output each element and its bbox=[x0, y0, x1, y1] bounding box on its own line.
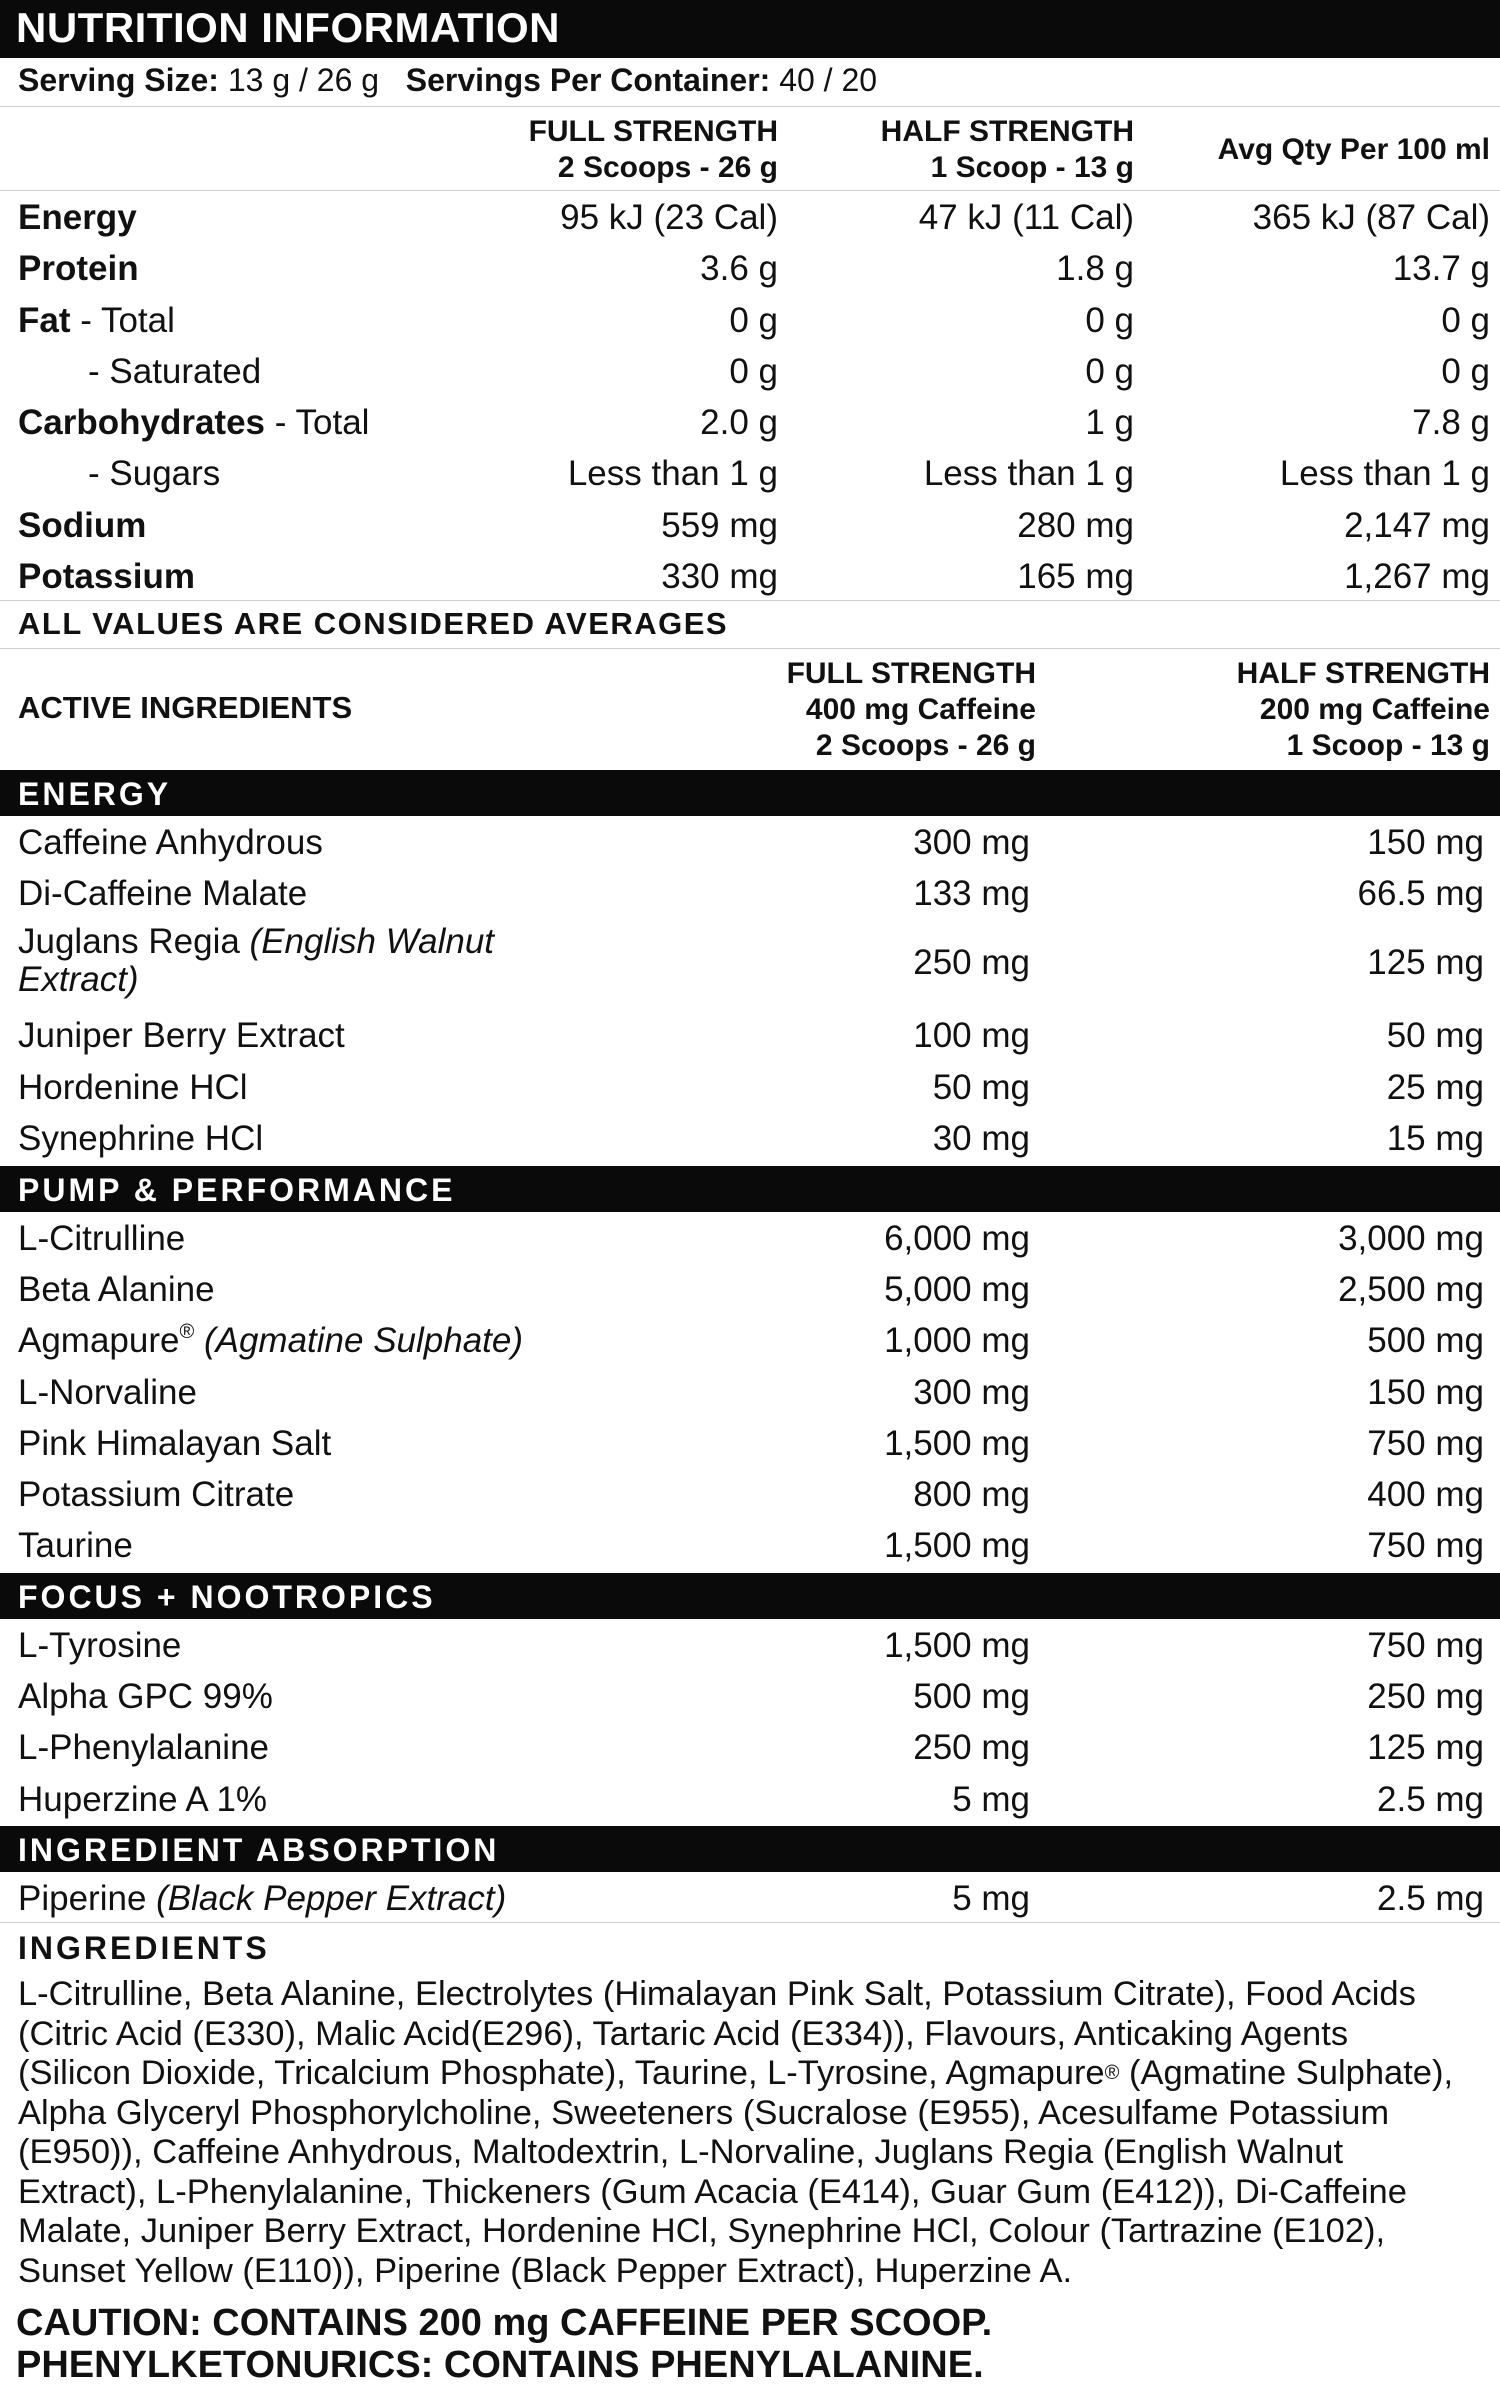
nutrient-name: Energy bbox=[18, 198, 137, 237]
section-header-absorption bbox=[0, 1826, 1500, 1872]
ingredient-label bbox=[18, 1475, 294, 1515]
ingredient-label bbox=[18, 1728, 269, 1768]
half-strength-amount: 50 mg bbox=[1386, 1016, 1484, 1056]
section-header-energy bbox=[0, 770, 1500, 816]
ingredient-label bbox=[18, 874, 307, 914]
ingredient-name: Agmapure bbox=[18, 1321, 180, 1361]
divider bbox=[0, 106, 1500, 107]
ingredient-name: Synephrine HCl bbox=[18, 1118, 264, 1158]
full-strength-value: 3.6 g bbox=[700, 249, 778, 289]
header-full-strength bbox=[529, 114, 778, 186]
full-strength-value: 330 mg bbox=[661, 556, 778, 596]
nutrient-label bbox=[18, 249, 139, 289]
ingredient-label bbox=[18, 1780, 267, 1820]
ingredient-row bbox=[0, 1520, 1500, 1571]
active-half-line3: 1 Scoop - 13 g bbox=[1286, 729, 1490, 762]
ingredients-text bbox=[18, 1975, 1458, 2291]
ingredients-title: INGREDIENTS bbox=[18, 1930, 270, 1966]
ingredient-row bbox=[0, 1113, 1500, 1164]
nutrition-row bbox=[0, 500, 1500, 551]
ingredient-row bbox=[0, 1367, 1500, 1418]
full-strength-value: 559 mg bbox=[661, 505, 778, 545]
ingredient-note: (Black Pepper Extract) bbox=[156, 1879, 507, 1918]
ingredient-name: Potassium Citrate bbox=[18, 1475, 295, 1514]
half-strength-amount: 2.5 mg bbox=[1377, 1779, 1484, 1819]
ingredient-row bbox=[0, 1264, 1500, 1315]
section-title: PUMP & PERFORMANCE bbox=[18, 1172, 456, 1208]
ingredient-name: L-Phenylalanine bbox=[18, 1728, 270, 1768]
nutrient-label bbox=[18, 506, 146, 546]
active-header-full bbox=[787, 656, 1036, 764]
caution-line2: PHENYLKETONURICS: CONTAINS PHENYLALANINE. bbox=[16, 2344, 984, 2386]
full-strength-value: 2.0 g bbox=[700, 403, 778, 442]
full-strength-amount: 1,500 mg bbox=[884, 1423, 1030, 1463]
half-strength-value: 0 g bbox=[1085, 351, 1134, 391]
per-100ml-value: 13.7 g bbox=[1392, 249, 1490, 289]
full-strength-amount: 250 mg bbox=[913, 943, 1030, 983]
ingredient-name: L-Norvaline bbox=[18, 1372, 197, 1412]
half-strength-amount: 25 mg bbox=[1386, 1067, 1484, 1107]
nutrition-row bbox=[0, 551, 1500, 602]
ingredient-row bbox=[0, 1873, 1500, 1924]
full-strength-amount: 133 mg bbox=[913, 874, 1030, 914]
nutrient-label bbox=[18, 352, 261, 392]
ingredient-row bbox=[0, 868, 1500, 919]
nutrition-row bbox=[0, 346, 1500, 397]
divider bbox=[0, 600, 1500, 601]
nutrient-label bbox=[18, 198, 137, 238]
ingredient-label bbox=[18, 1068, 248, 1108]
ingredient-name: Huperzine A 1% bbox=[18, 1779, 268, 1819]
ingredient-note: (English Walnut Extract) bbox=[18, 922, 495, 1000]
caution-line1: CAUTION: CONTAINS 200 mg CAFFEINE PER SCOOP. bbox=[16, 2302, 993, 2344]
title-bar bbox=[0, 0, 1500, 58]
ingredient-label bbox=[18, 1677, 273, 1717]
header-half-strength bbox=[881, 114, 1134, 186]
divider bbox=[0, 648, 1500, 649]
ingredient-label bbox=[18, 1879, 506, 1919]
ingredient-name: Piperine bbox=[18, 1879, 157, 1918]
ingredients-text-part2: (Agmatine Sulphate), Alpha Glyceryl Phosphorylcholine, Sweeteners (Sucralose (E955), Acesulfame Potassium (E950)), Caffeine Anhydrous, Maltodextrin, L-Norvaline, Juglans Regia (English Walnut Extract), L-Phenylalanine, Thickeners (Gum Acacia (E414), Guar Gum (E412)), Di-Caffeine Malate, Juniper Berry Extract, Hordenine HCl, Synephrine HCl, Colour (Tartrazine (E102), Sunset Yellow (E110)), Piperine (Black Pepper Extract), Huperzine A. bbox=[18, 2054, 1454, 2290]
half-strength-amount: 2,500 mg bbox=[1338, 1270, 1484, 1310]
section-title: FOCUS + NOOTROPICS bbox=[18, 1579, 436, 1615]
full-strength-amount: 50 mg bbox=[932, 1067, 1030, 1107]
ingredient-name: Pink Himalayan Salt bbox=[18, 1423, 332, 1463]
per-100ml-value: Less than 1 g bbox=[1279, 454, 1490, 494]
ingredient-row bbox=[0, 1062, 1500, 1113]
ingredient-label bbox=[18, 1424, 331, 1464]
half-strength-value: 47 kJ (11 Cal) bbox=[918, 198, 1134, 237]
ingredient-name: Di-Caffeine Malate bbox=[18, 874, 308, 914]
full-strength-amount: 800 mg bbox=[913, 1475, 1030, 1514]
half-strength-value: Less than 1 g bbox=[923, 454, 1134, 494]
half-strength-amount: 150 mg bbox=[1367, 1372, 1484, 1412]
half-strength-value: 1 g bbox=[1085, 403, 1134, 442]
ingredient-name: Taurine bbox=[18, 1526, 133, 1566]
section-title: ENERGY bbox=[18, 776, 172, 812]
header-full-line2: 2 Scoops - 26 g bbox=[557, 151, 778, 184]
nutrient-name: Potassium bbox=[18, 556, 195, 596]
active-header-half bbox=[1237, 656, 1490, 764]
half-strength-amount: 150 mg bbox=[1367, 823, 1484, 862]
header-per-100ml bbox=[1218, 132, 1490, 168]
nutrient-label bbox=[18, 454, 220, 494]
active-full-line3: 2 Scoops - 26 g bbox=[815, 729, 1036, 762]
half-strength-value: 1.8 g bbox=[1056, 249, 1134, 289]
ingredient-name: Beta Alanine bbox=[18, 1270, 215, 1310]
full-strength-value: Less than 1 g bbox=[567, 454, 778, 494]
full-strength-amount: 5 mg bbox=[952, 1879, 1030, 1918]
nutrition-row bbox=[0, 243, 1500, 294]
ingredient-label bbox=[18, 1626, 181, 1666]
ingredient-name: Alpha GPC 99% bbox=[18, 1677, 273, 1717]
ingredient-label bbox=[18, 823, 323, 863]
ingredient-label bbox=[18, 1016, 345, 1056]
registered-mark: ® bbox=[179, 1321, 195, 1344]
nutrient-qualifier: - Sugars bbox=[88, 454, 221, 494]
nutrition-row bbox=[0, 192, 1500, 243]
half-strength-value: 280 mg bbox=[1017, 505, 1134, 545]
full-strength-amount: 5 mg bbox=[952, 1779, 1030, 1819]
header-half-line2: 1 Scoop - 13 g bbox=[930, 151, 1134, 184]
nutrient-qualifier: - Saturated bbox=[88, 351, 262, 391]
ingredient-label bbox=[18, 1119, 263, 1159]
full-strength-amount: 100 mg bbox=[913, 1016, 1030, 1056]
servings-per-container-value: 40 / 20 bbox=[779, 62, 878, 98]
ingredient-row bbox=[0, 919, 1500, 1009]
registered-mark: ® bbox=[1104, 2062, 1120, 2084]
nutrient-label bbox=[18, 403, 369, 443]
half-strength-value: 0 g bbox=[1085, 300, 1134, 340]
active-half-line2: 200 mg Caffeine bbox=[1259, 693, 1490, 726]
ingredient-label bbox=[18, 1270, 215, 1310]
nutrition-row bbox=[0, 397, 1500, 448]
ingredient-row bbox=[0, 1315, 1500, 1366]
ingredient-row bbox=[0, 1418, 1500, 1469]
ingredient-label bbox=[18, 1373, 197, 1413]
nutrient-label bbox=[18, 557, 195, 597]
header-full-line1: FULL STRENGTH bbox=[528, 115, 778, 148]
half-strength-amount: 125 mg bbox=[1367, 1728, 1484, 1768]
servings-per-container-label: Servings Per Container: bbox=[405, 62, 771, 98]
half-strength-amount: 66.5 mg bbox=[1357, 874, 1484, 914]
full-strength-amount: 30 mg bbox=[932, 1118, 1030, 1158]
section-header-focus bbox=[0, 1573, 1500, 1619]
caution-statement bbox=[16, 2302, 1486, 2386]
header-per-100ml-label: Avg Qty Per 100 ml bbox=[1217, 133, 1490, 166]
averages-note: ALL VALUES ARE CONSIDERED AVERAGES bbox=[18, 606, 729, 641]
half-strength-amount: 750 mg bbox=[1367, 1526, 1484, 1566]
label-title: NUTRITION INFORMATION bbox=[16, 4, 560, 51]
half-strength-amount: 125 mg bbox=[1367, 943, 1484, 983]
nutrient-name: Sodium bbox=[18, 505, 147, 545]
nutrient-name: Carbohydrates bbox=[18, 403, 266, 442]
half-strength-amount: 15 mg bbox=[1386, 1118, 1484, 1158]
serving-info bbox=[18, 62, 877, 99]
full-strength-amount: 5,000 mg bbox=[884, 1270, 1030, 1310]
ingredient-name: Juniper Berry Extract bbox=[18, 1016, 345, 1056]
per-100ml-value: 1,267 mg bbox=[1344, 556, 1490, 596]
half-strength-value: 165 mg bbox=[1017, 556, 1134, 596]
per-100ml-value: 0 g bbox=[1441, 300, 1490, 340]
serving-size-value: 13 g / 26 g bbox=[227, 62, 380, 98]
ingredient-label bbox=[18, 1526, 133, 1566]
ingredient-row bbox=[0, 1213, 1500, 1264]
section-header-pump bbox=[0, 1166, 1500, 1212]
ingredient-row bbox=[0, 1469, 1500, 1520]
ingredient-label bbox=[18, 1321, 523, 1361]
ingredient-name: L-Citrulline bbox=[18, 1219, 186, 1258]
ingredient-row bbox=[0, 1722, 1500, 1773]
ingredients-text-part1: L-Citrulline, Beta Alanine, Electrolytes (Himalayan Pink Salt, Potassium Citrate), Food Acids (Citric Acid (E330), Malic Acid(E296), Tartaric Acid (E334)), Flavours, Anticaking Agents (Silicon Dioxide, Tricalcium Phosphate), Taurine, L-Tyrosine, Agmapure bbox=[18, 1975, 1416, 2092]
full-strength-amount: 1,500 mg bbox=[884, 1526, 1030, 1566]
full-strength-amount: 1,000 mg bbox=[884, 1321, 1030, 1361]
full-strength-amount: 250 mg bbox=[913, 1728, 1030, 1768]
per-100ml-value: 365 kJ (87 Cal) bbox=[1252, 198, 1490, 237]
ingredient-note: (Agmatine Sulphate) bbox=[194, 1321, 524, 1361]
per-100ml-value: 2,147 mg bbox=[1344, 505, 1490, 545]
nutrient-name: Protein bbox=[18, 249, 139, 289]
full-strength-amount: 6,000 mg bbox=[884, 1219, 1030, 1258]
ingredient-name: L-Tyrosine bbox=[18, 1626, 182, 1665]
nutrient-label bbox=[18, 301, 175, 341]
half-strength-amount: 3,000 mg bbox=[1338, 1219, 1484, 1258]
ingredient-name: Hordenine HCl bbox=[18, 1067, 248, 1107]
ingredient-name: Juglans Regia bbox=[18, 922, 250, 962]
divider bbox=[0, 1922, 1500, 1923]
full-strength-value: 95 kJ (23 Cal) bbox=[560, 198, 778, 237]
full-strength-amount: 1,500 mg bbox=[884, 1626, 1030, 1665]
half-strength-amount: 750 mg bbox=[1367, 1423, 1484, 1463]
ingredient-row bbox=[0, 1671, 1500, 1722]
ingredient-label bbox=[18, 923, 578, 999]
active-half-line1: HALF STRENGTH bbox=[1236, 657, 1490, 690]
half-strength-amount: 750 mg bbox=[1367, 1626, 1484, 1665]
nutrient-qualifier: - Total bbox=[70, 300, 175, 340]
serving-size-label: Serving Size: bbox=[18, 62, 219, 98]
active-full-line2: 400 mg Caffeine bbox=[805, 693, 1036, 726]
full-strength-value: 0 g bbox=[729, 300, 778, 340]
ingredient-label bbox=[18, 1219, 185, 1259]
header-half-line1: HALF STRENGTH bbox=[880, 115, 1134, 148]
ingredient-row bbox=[0, 1010, 1500, 1061]
active-ingredients-title: ACTIVE INGREDIENTS bbox=[18, 690, 353, 725]
per-100ml-value: 7.8 g bbox=[1412, 403, 1490, 442]
ingredient-name: Caffeine Anhydrous bbox=[18, 823, 323, 862]
section-title: INGREDIENT ABSORPTION bbox=[18, 1832, 500, 1868]
half-strength-amount: 500 mg bbox=[1367, 1321, 1484, 1361]
full-strength-amount: 300 mg bbox=[913, 1372, 1030, 1412]
ingredient-row bbox=[0, 1774, 1500, 1825]
divider bbox=[0, 190, 1500, 191]
full-strength-amount: 300 mg bbox=[913, 823, 1030, 862]
ingredient-row bbox=[0, 1620, 1500, 1671]
half-strength-amount: 2.5 mg bbox=[1377, 1879, 1484, 1918]
nutrient-name: Fat bbox=[18, 300, 71, 340]
half-strength-amount: 400 mg bbox=[1367, 1475, 1484, 1514]
ingredient-row bbox=[0, 817, 1500, 868]
nutrient-qualifier: - Total bbox=[265, 403, 370, 442]
nutrition-row bbox=[0, 295, 1500, 346]
nutrition-row bbox=[0, 448, 1500, 499]
full-strength-amount: 500 mg bbox=[913, 1677, 1030, 1717]
full-strength-value: 0 g bbox=[729, 351, 778, 391]
half-strength-amount: 250 mg bbox=[1367, 1677, 1484, 1717]
active-full-line1: FULL STRENGTH bbox=[786, 657, 1036, 690]
per-100ml-value: 0 g bbox=[1441, 351, 1490, 391]
